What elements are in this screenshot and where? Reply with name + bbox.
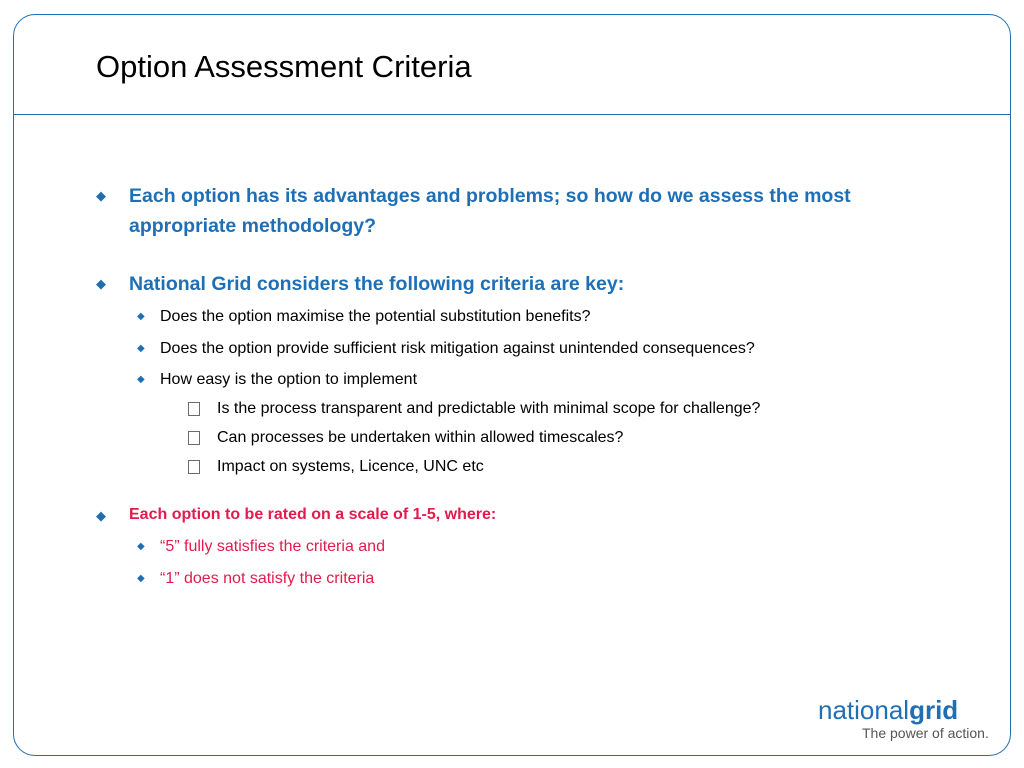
bullet-2-sub-2: Does the option provide sufficient risk mitigation against unintended consequences?	[160, 340, 755, 357]
bullet-3: Each option to be rated on a scale of 1-5, where:	[129, 506, 497, 523]
logo-suffix: grid	[909, 695, 959, 725]
diamond-icon: ◆	[96, 188, 106, 203]
logo-tagline: The power of action.	[862, 725, 989, 741]
diamond-icon: ◆	[137, 311, 145, 322]
bullet-2: National Grid considers the following criteria are key:	[129, 273, 625, 295]
empty-box-icon	[188, 431, 200, 445]
bullet-3-sub-1: “5” fully satisfies the criteria and	[160, 538, 385, 555]
diamond-icon: ◆	[137, 573, 145, 584]
diamond-icon: ◆	[96, 508, 106, 523]
logo-prefix: national	[818, 695, 910, 725]
empty-box-icon	[188, 402, 200, 416]
bullet-2-sub-3-item-2: Can processes be undertaken within allowed timescales?	[217, 429, 624, 446]
bullet-1: Each option has its advantages and problems; so how do we assess the most appropriate methodology?	[129, 185, 851, 237]
national-grid-logo	[818, 694, 958, 726]
bullet-2-sub-3: How easy is the option to implement	[160, 371, 418, 388]
diamond-icon: ◆	[137, 343, 145, 354]
diamond-icon: ◆	[137, 374, 145, 385]
empty-box-icon	[188, 460, 200, 474]
bullet-2-sub-1: Does the option maximise the potential substitution benefits?	[160, 308, 591, 325]
slide-title: Option Assessment Criteria	[96, 49, 472, 84]
bullet-3-sub-2: “1” does not satisfy the criteria	[160, 570, 375, 587]
title-divider	[13, 114, 1011, 115]
bullet-2-sub-3-item-1: Is the process transparent and predictable with minimal scope for challenge?	[217, 400, 761, 417]
bullet-2-sub-3-item-3: Impact on systems, Licence, UNC etc	[217, 458, 484, 475]
diamond-icon: ◆	[137, 541, 145, 552]
diamond-icon: ◆	[96, 276, 106, 291]
